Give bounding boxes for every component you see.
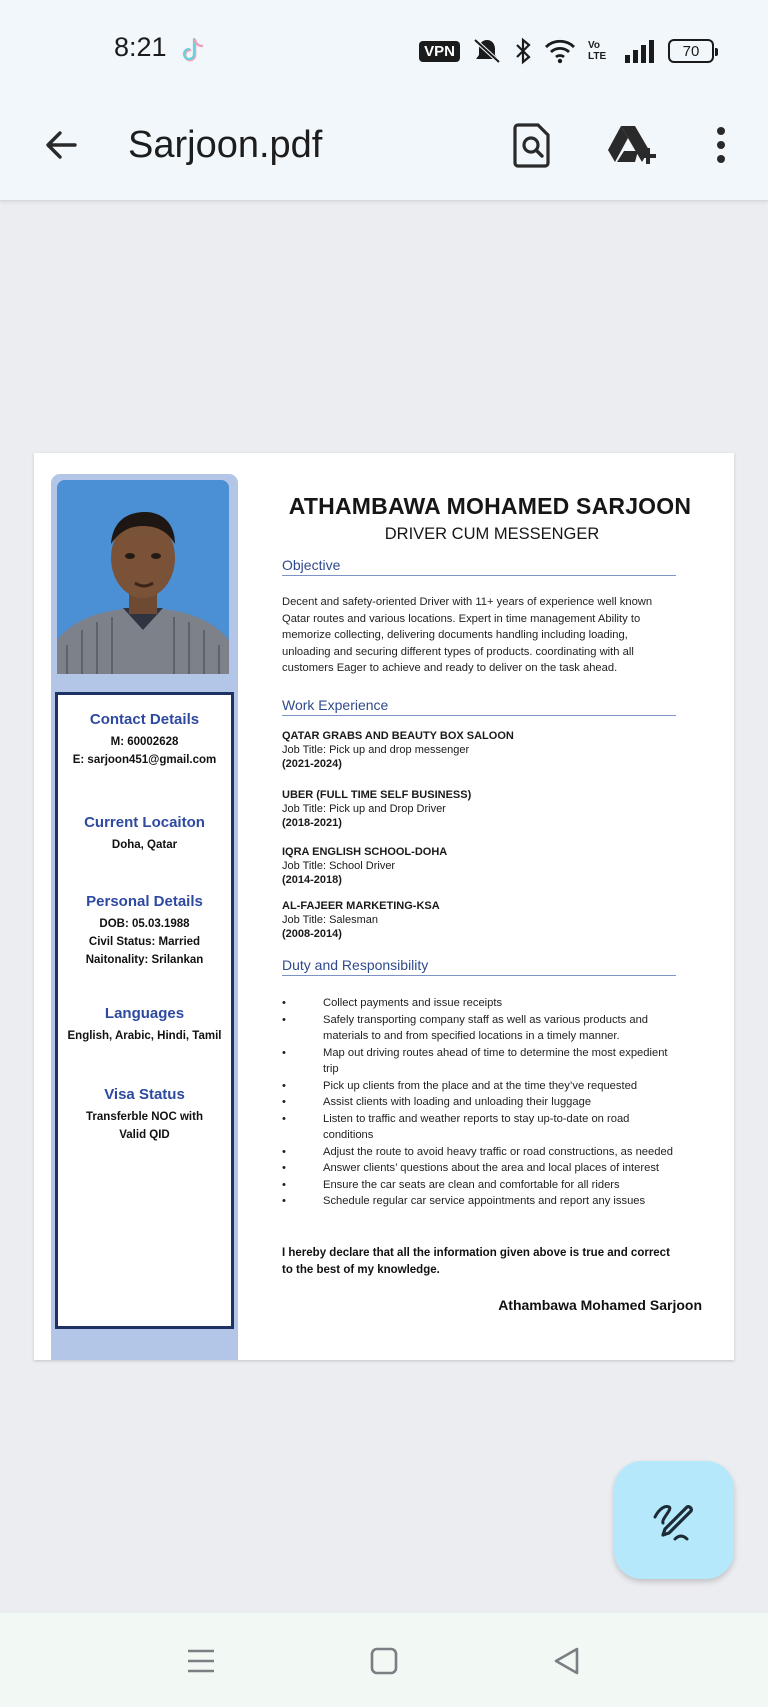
status-time: 8:21	[114, 32, 167, 62]
location-heading: Current Locaiton	[84, 814, 205, 831]
job-title: Job Title: Pick up and Drop Driver	[282, 803, 446, 815]
job-entry	[282, 845, 682, 887]
back-nav-button[interactable]	[547, 1641, 587, 1681]
duty-item: • Assist clients with loading and unloading their luggage	[282, 1094, 682, 1111]
experience-heading: Work Experience	[282, 697, 676, 716]
duty-item: • Map out driving routes ahead of time to determine the most expedient trip	[282, 1045, 682, 1078]
triangle-back-icon	[552, 1646, 582, 1676]
contact-email: E: sarjoon451@gmail.com	[72, 754, 217, 766]
job-title: Job Title: School Driver	[282, 860, 396, 872]
job-company: IQRA ENGLISH SCHOOL-DOHA	[282, 846, 448, 858]
home-button[interactable]	[364, 1641, 404, 1681]
signal-icon	[624, 39, 656, 63]
document-search-icon	[512, 122, 552, 168]
visa-heading: Visa Status	[104, 1086, 185, 1103]
signature: Athambawa Mohamed Sarjoon	[498, 1297, 702, 1313]
job-title: Job Title: Salesman	[282, 914, 378, 926]
duty-item: • Ensure the car seats are clean and comfortable for all riders	[282, 1177, 682, 1194]
job-entry	[282, 729, 682, 771]
annotate-button[interactable]	[614, 1461, 734, 1579]
app-bar	[0, 100, 768, 201]
back-button[interactable]	[36, 120, 86, 170]
duty-item: • Adjust the route to avoid heavy traffic or road constructions, as needed	[282, 1144, 682, 1161]
personal-heading: Personal Details	[86, 893, 203, 910]
job-company: UBER (FULL TIME SELF BUSINESS)	[282, 789, 472, 801]
more-vert-icon	[715, 126, 727, 164]
personal-dob: DOB: 05.03.1988	[99, 918, 190, 930]
status-bar	[0, 0, 768, 100]
languages-value: English, Arabic, Hindi, Tamil	[67, 1030, 222, 1042]
mute-icon	[472, 37, 502, 65]
job-entry	[282, 788, 682, 830]
details-box	[55, 692, 234, 1329]
tiktok-icon	[180, 36, 208, 66]
job-company: AL-FAJEER MARKETING-KSA	[282, 900, 440, 912]
bluetooth-icon	[514, 37, 532, 65]
volte-label: Vo LTE	[588, 40, 607, 62]
person-photo-icon	[57, 480, 229, 674]
job-years: (2014-2018)	[282, 874, 342, 886]
languages-section	[58, 1005, 231, 1045]
job-company: QATAR GRABS AND BEAUTY BOX SALOON	[282, 730, 514, 742]
drive-add-icon	[607, 124, 657, 166]
personal-civil-status: Civil Status: Married	[88, 936, 201, 948]
objective-text: Decent and safety-oriented Driver with 11+ years of experience well known Qatar routes and various locations. Expert in time management Ability to memorize collecting, delivering documents handling including loading, unloading and securing different types of products. coordinating with all customers Eager to achieve and ready to deliver on the task ahead.	[282, 596, 653, 675]
profile-photo	[57, 480, 229, 674]
job-years: (2008-2014)	[282, 928, 342, 940]
contact-mobile: M: 60002628	[110, 736, 179, 748]
resume-sidebar	[51, 474, 238, 1360]
duty-heading: Duty and Responsibility	[282, 957, 676, 976]
add-to-drive-button[interactable]	[604, 118, 660, 172]
duty-item: • Schedule regular car service appointments and report any issues	[282, 1193, 682, 1210]
find-in-document-button[interactable]	[505, 118, 559, 172]
arrow-left-icon	[43, 127, 79, 163]
duty-item: • Listen to traffic and weather reports to stay up-to-date on road conditions	[282, 1111, 682, 1144]
candidate-role: DRIVER CUM MESSENGER	[384, 525, 600, 543]
candidate-name: ATHAMBAWA MOHAMED SARJOON	[288, 493, 692, 519]
more-options-button[interactable]	[704, 118, 738, 172]
declaration: I hereby declare that all the information given above is true and correct to the best of my knowledge.	[282, 1247, 670, 1276]
contact-section	[58, 711, 231, 769]
languages-heading: Languages	[104, 1005, 185, 1022]
personal-nationality: Naitonality: Srilankan	[85, 954, 204, 966]
location-value: Doha, Qatar	[111, 839, 178, 851]
recent-apps-button[interactable]	[181, 1641, 221, 1681]
visa-section	[58, 1086, 231, 1144]
document-title: Sarjoon.pdf	[128, 124, 323, 166]
vpn-badge: VPN	[419, 41, 460, 62]
menu-icon	[186, 1647, 216, 1675]
wifi-icon	[544, 38, 576, 64]
job-years: (2018-2021)	[282, 817, 342, 829]
objective-heading: Objective	[282, 557, 676, 576]
duty-list	[282, 995, 682, 1210]
duty-item: • Answer clients’ questions about the area and local places of interest	[282, 1160, 682, 1177]
contact-heading: Contact Details	[89, 711, 200, 728]
location-section	[58, 814, 231, 854]
square-icon	[369, 1646, 399, 1676]
system-nav-bar	[0, 1613, 768, 1707]
job-entry	[282, 899, 682, 941]
duty-item: • Collect payments and issue receipts	[282, 995, 682, 1012]
duty-item: • Safely transporting company staff as well as various products and materials to and from specified locations in a timely manner.	[282, 1012, 682, 1045]
job-years: (2021-2024)	[282, 758, 342, 770]
pdf-page[interactable]	[34, 453, 734, 1360]
visa-line-2: Valid QID	[119, 1129, 170, 1141]
pen-draw-icon	[651, 1497, 697, 1543]
status-icons	[419, 36, 714, 66]
visa-line-1: Transferble NOC with	[86, 1111, 203, 1123]
battery-icon: 70	[668, 39, 714, 63]
job-title: Job Title: Pick up and drop messenger	[282, 744, 470, 756]
personal-section	[58, 893, 231, 969]
duty-item: • Pick up clients from the place and at the time they’ve requested	[282, 1078, 682, 1095]
